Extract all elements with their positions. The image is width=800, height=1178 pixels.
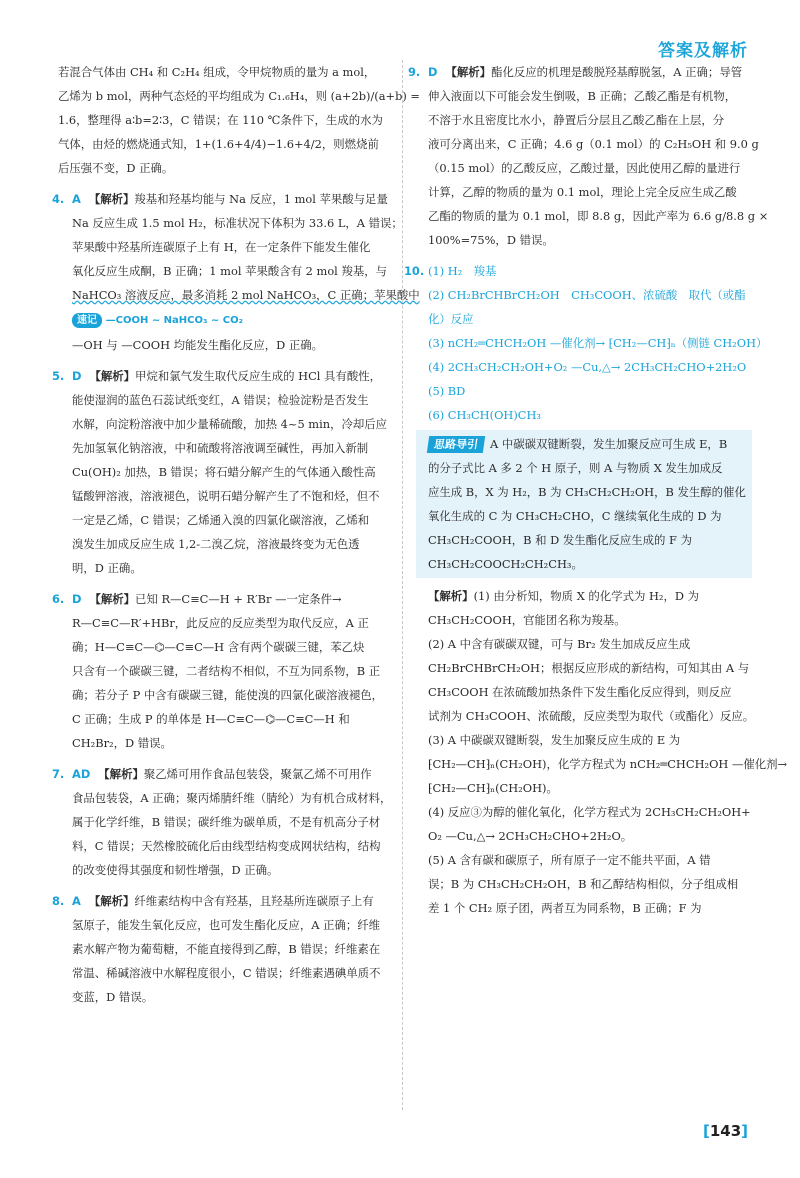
answer-letter: D xyxy=(72,592,82,606)
question-7 xyxy=(52,762,392,882)
analysis-tag: 【解析】 xyxy=(98,767,144,781)
text-line: 若混合气体由 CH₄ 和 C₂H₄ 组成，令甲烷物质的量为 a mol， xyxy=(58,65,376,79)
text-line: 液可分离出来，C 正确；4.6 g（0.1 mol）的 C₂H₅OH 和 9.0 g xyxy=(428,137,759,151)
text-line: 差 1 个 CH₂ 原子团，两者互为同系物，B 正确；F 为 xyxy=(428,901,702,915)
text-line: 气体，由烃的燃烧通式知，1+(1.6+4/4)−1.6+4/2，则燃烧前 xyxy=(58,137,379,151)
text-line: (2) A 中含有碳碳双键，可与 Br₂ 发生加成反应生成 xyxy=(428,637,691,651)
question-6 xyxy=(52,587,390,755)
answer-letter: D xyxy=(428,65,438,79)
analysis-tag: 【解析】 xyxy=(428,589,474,603)
question-8 xyxy=(52,889,390,1009)
text-line: 计算，乙醇的物质的量为 0.1 mol，理论上完全反应生成乙酸 xyxy=(428,185,737,199)
text-line: O₂ —Cu,△→ 2CH₃CH₂CHO+2H₂O。 xyxy=(428,829,633,843)
text-line: 能使湿润的蓝色石蕊试纸变红，A 错误；检验淀粉是否发生 xyxy=(72,393,369,407)
answer-line: 化）反应 xyxy=(428,312,474,326)
analysis-tag: 【解析】 xyxy=(88,192,135,206)
question-5 xyxy=(52,364,390,580)
text-line: 料，C 错误；天然橡胶硫化后由线型结构变成网状结构，结构 xyxy=(72,839,381,853)
text-line: 食品包装袋，A 正确；聚丙烯腈纤维（腈纶）为有机合成材料， xyxy=(72,791,392,805)
text-line: 确；若分子 P 中含有碳碳三键，能使溴的四氯化碳溶液褪色， xyxy=(72,688,384,702)
text-line: 一定是乙烯，C 错误；乙烯通入溴的四氯化碳溶液，乙烯和 xyxy=(72,513,370,527)
memo-text: —COOH ~ NaHCO₃ ~ CO₂ xyxy=(105,315,243,326)
answer-line: (1) H₂ 羧基 xyxy=(428,264,497,278)
text-line: —OH 与 —COOH 均能发生酯化反应，D 正确。 xyxy=(72,338,324,352)
answer-line: (5) BD xyxy=(428,384,466,398)
text-line: 伸入液面以下可能会发生倒吸，B 正确；乙酸乙酯是有机物， xyxy=(428,89,737,103)
text-line: C 正确；生成 P 的单体是 H—C≡C—⌬—C≡C—H 和 xyxy=(72,712,350,726)
answer-letter: A xyxy=(72,894,81,908)
analysis-tag: 【解析】 xyxy=(89,369,136,383)
text-line: 水解，向淀粉溶液中加少量稀硫酸，加热 4~5 min，冷却后应 xyxy=(72,417,388,431)
text-line: CH₃COOH 在浓硫酸加热条件下发生酯化反应得到，则反应 xyxy=(428,685,732,699)
analysis-tag: 【解析】 xyxy=(445,65,492,79)
analysis-tag: 【解析】 xyxy=(89,592,136,606)
text-line: 后压强不变，D 正确。 xyxy=(58,161,174,175)
text-line: (4) 反应③为醇的催化氧化，化学方程式为 2CH₃CH₂CH₂OH+ xyxy=(428,805,751,819)
text-line: Na 反应生成 1.5 mol H₂，标准状况下体积为 33.6 L，A 错误； xyxy=(72,216,403,230)
thinking-guide-box xyxy=(416,430,752,578)
text-line: 苹果酸中羟基所连碳原子上有 H，在一定条件下能发生催化 xyxy=(72,240,371,254)
text-line: 溴发生加成反应生成 1,2-二溴乙烷，溶液最终变为无色透 xyxy=(72,537,360,551)
text-line: 的改变使得其强度和韧性增强，D 正确。 xyxy=(72,863,279,877)
text-line: 素水解产物为葡萄糖，不能直接得到乙醇，B 错误；纤维素在 xyxy=(72,942,381,956)
text-line: 甲烷和氯气发生取代反应生成的 HCl 具有酸性， xyxy=(135,369,382,383)
text-line: 锰酸钾溶液，溶液褪色，说明石蜡分解产生了不饱和烃，但不 xyxy=(72,489,380,503)
text-line: (1) 由分析知，物质 X 的化学式为 H₂，D 为 xyxy=(473,589,700,603)
q3-tail xyxy=(58,60,420,180)
answer-line: (6) CH₃CH(OH)CH₃ xyxy=(428,408,541,422)
text-line: ⁅CH₂—CH⁆ₙ(CH₂OH)。 xyxy=(428,781,558,795)
answer-line: (4) 2CH₃CH₂CH₂OH+O₂ —Cu,△→ 2CH₃CH₂CHO+2H₂O xyxy=(428,360,747,374)
text-line: 1.6，整理得 a∶b=2∶3，C 错误；在 110 ℃条件下，生成的水为 xyxy=(58,113,383,127)
text-line: NaHCO₃ 溶液反应，最多消耗 2 mol NaHCO₃，C 正确；苹果酸中 xyxy=(72,288,420,302)
text-line: (3) A 中碳碳双键断裂，发生加聚反应生成的 E 为 xyxy=(428,733,681,747)
question-9 xyxy=(408,60,769,252)
text-line: （0.15 mol）的乙酸反应，乙酸过量，因此使用乙醇的量进行 xyxy=(428,161,741,175)
text-line: 不溶于水且密度比水小，静置后分层且乙酸乙酯在上层，分 xyxy=(428,113,725,127)
text-line: Cu(OH)₂ 加热，B 错误；将石蜡分解产生的气体通入酸性高 xyxy=(72,465,376,479)
text-line: 聚乙烯可用作食品包装袋，聚氯乙烯不可用作 xyxy=(143,767,372,781)
text-line: (5) A 含有碳和碳原子，所有原子一定不能共平面，A 错 xyxy=(428,853,711,867)
text-line: 明，D 正确。 xyxy=(72,561,142,575)
question-number: 5. xyxy=(52,369,65,383)
page-header-title: 答案及解析 xyxy=(658,41,748,61)
analysis-tag: 【解析】 xyxy=(88,894,135,908)
memo-badge: 速记 xyxy=(72,313,102,328)
text-line: 试剂为 CH₃COOH、浓硫酸，反应类型为取代（或酯化）反应。 xyxy=(428,709,755,723)
text-line: ⁅CH₂—CH⁆ₙ(CH₂OH)，化学方程式为 nCH₂═CHCH₂OH —催化剂→ xyxy=(428,757,788,771)
text-line: 只含有一个碳碳三键，二者结构不相似，不互为同系物，B 正 xyxy=(72,664,381,678)
text-line: 100%=75%，D 错误。 xyxy=(428,233,554,247)
question-number: 6. xyxy=(52,592,65,606)
text-line: CH₂BrCHBrCH₂OH；根据反应形成的新结构，可知其由 A 与 xyxy=(428,661,750,675)
text-line: 已知 R—C≡C—H + R′Br —一定条件→ xyxy=(135,592,342,606)
answer-letter: AD xyxy=(72,767,91,781)
question-number: 4. xyxy=(52,192,65,206)
text-line: 氧化生成的 C 为 CH₃CH₂CHO，C 继续氧化生成的 D 为 xyxy=(428,509,722,523)
text-line: 酯化反应的机理是酸脱羟基醇脱氢，A 正确；导管 xyxy=(491,65,743,79)
text-line: 变蓝，D 错误。 xyxy=(72,990,154,1004)
text-line: 氢原子，能发生氧化反应，也可发生酯化反应，A 正确；纤维 xyxy=(72,918,381,932)
answer-letter: A xyxy=(72,192,81,206)
question-10 xyxy=(404,259,788,920)
text-line: 羧基和羟基均能与 Na 反应，1 mol 苹果酸与足量 xyxy=(134,192,388,206)
right-column xyxy=(404,60,788,1138)
text-line: A 中碳碳双键断裂，发生加聚反应可生成 E，B xyxy=(490,437,728,451)
answer-letter: D xyxy=(72,369,82,383)
text-line: CH₂Br₂，D 错误。 xyxy=(72,736,172,750)
text-line: 的分子式比 A 多 2 个 H 原子，则 A 与物质 X 发生加成反 xyxy=(428,461,723,475)
left-column xyxy=(52,60,420,1138)
text-line: 纤维素结构中含有羟基，且羟基所连碳原子上有 xyxy=(134,894,374,908)
text-line: 应生成 B，X 为 H₂，B 为 CH₃CH₂CH₂OH，B 发生醇的催化 xyxy=(428,485,746,499)
text-line: 乙酯的物质的量为 0.1 mol，即 8.8 g，因此产率为 6.6 g/8.8 g × xyxy=(428,209,769,223)
text-line: 乙烯为 b mol，两种气态烃的平均组成为 C₁.₆H₄，则 (a+2b)/(a+b) = xyxy=(58,89,420,103)
question-number: 8. xyxy=(52,894,65,908)
text-line: 属于化学纤维，B 错误；碳纤维为碳单质，不是有机高分子材 xyxy=(72,815,381,829)
text-line: 确；H—C≡C—⌬—C≡C—H 含有两个碳碳三键，苯乙炔 xyxy=(72,640,365,654)
text-line: 误；B 为 CH₃CH₂CH₂OH，B 和乙醇结构相似，分子组成相 xyxy=(428,877,739,891)
thinking-guide-tag: 思路导引 xyxy=(427,436,485,453)
text-line: CH₃CH₂COOCH₂CH₂CH₃。 xyxy=(428,557,583,571)
question-number: 9. xyxy=(408,65,421,79)
answer-line: (2) CH₂BrCHBrCH₂OH CH₃COOH、浓硫酸 取代（或酯 xyxy=(428,288,746,302)
answer-line: (3) nCH₂═CHCH₂OH —催化剂→ ⁅CH₂—CH⁆ₙ（侧链 CH₂OH） xyxy=(428,336,768,350)
text-line: 氧化反应生成酮，B 正确；1 mol 苹果酸含有 2 mol 羧基，与 xyxy=(72,264,388,278)
text-line: CH₃CH₂COOH，B 和 D 发生酯化反应生成的 F 为 xyxy=(428,533,692,547)
question-number: 10. xyxy=(404,264,425,278)
text-line: 常温、稀碱溶液中水解程度很小，C 错误；纤维素遇碘单质不 xyxy=(72,966,381,980)
question-number: 7. xyxy=(52,767,65,781)
text-line: CH₃CH₂COOH，官能团名称为羧基。 xyxy=(428,613,626,627)
text-line: R—C≡C—R′+HBr，此反应的反应类型为取代反应，A 正 xyxy=(72,616,369,630)
page-number: [143] xyxy=(702,1122,748,1140)
text-line: 先加氢氧化钠溶液，中和硫酸将溶液调至碱性，再加入新制 xyxy=(72,441,369,455)
